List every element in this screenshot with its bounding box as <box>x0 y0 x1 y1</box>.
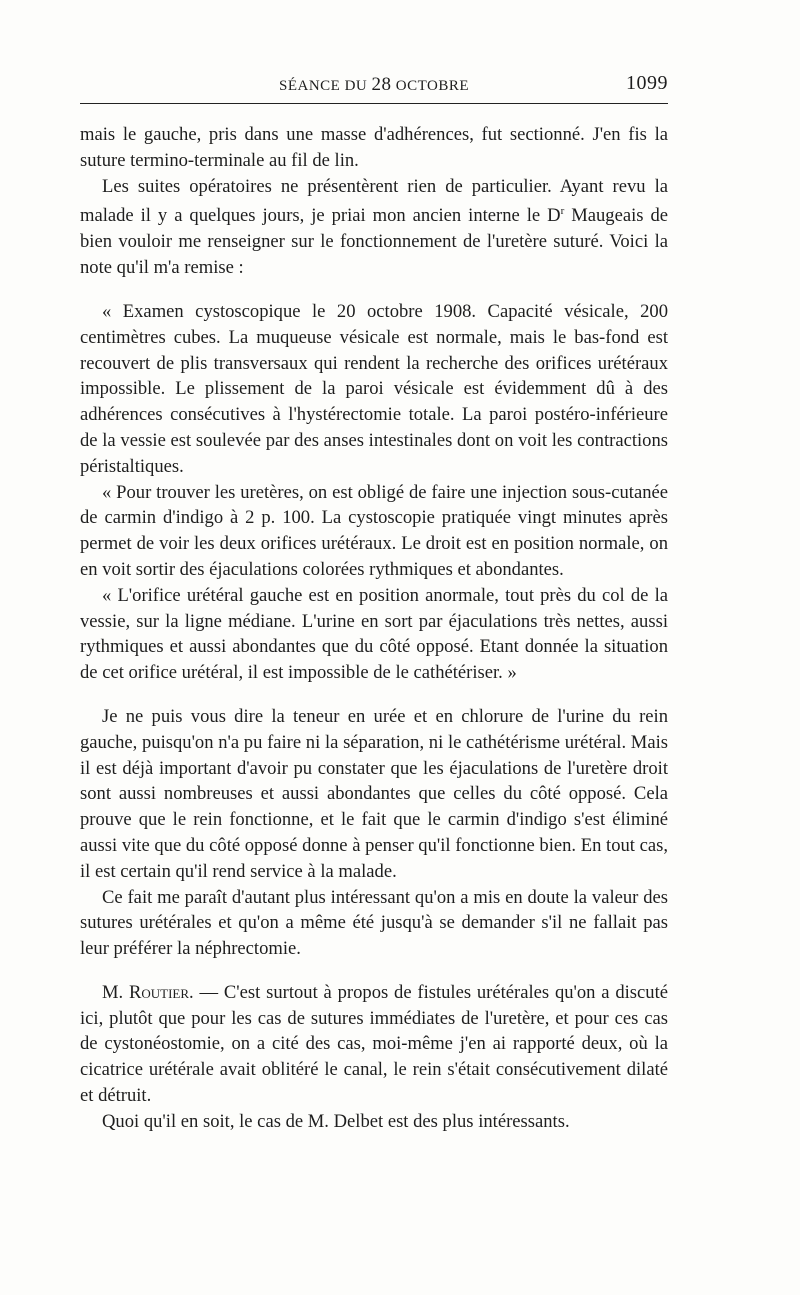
speaker-name: Routier. <box>128 981 194 1003</box>
quote-paragraph-3: « L'orifice urétéral gauche est en position anormale, tout près du col de la vessie, sur la ligne médiane. L'urine en sort par éjaculations très nettes, aussi rythmiques et aussi abondantes que du côté opposé. Etant donnée la situation de cet orifice urétéral, il est impossible de le cathétériser. » <box>80 584 668 684</box>
running-title-part2: OCTOBRE <box>391 78 469 94</box>
paragraph-9: Quoi qu'il en soit, le cas de M. Delbet est des plus intéressants. <box>102 1110 570 1132</box>
doctor-abbrev-sup: r <box>560 205 565 218</box>
paragraph-1: mais le gauche, pris dans une masse d'adhérences, fut sectionné. J'en fis la suture termino-terminale au fil de lin. <box>80 124 668 171</box>
paragraph-2-text: Les suites opératoires ne présentèrent rien de particulier. Ayant revu la malade il y a quelques jours, je priai mon ancien interne le D <box>80 175 668 227</box>
paragraph-7: Ce fait me paraît d'autant plus intéressant qu'on a mis en doute la valeur des sutures urétérales et qu'on a même été jusqu'à se demander s'il ne fallait pas leur préférer la néphrectomie. <box>80 886 668 960</box>
section-gap <box>80 281 668 299</box>
paragraph-8-text: — C'est surtout à propos de fistules urétérales qu'on a discuté ici, plutôt que pour les cas de sutures immédiates de l'uretère, et pour ces cas de cystonéostomie, on a cité des cas, moi-même j'en ai rapporté deux, où la cicatrice urétérale avait oblitéré le canal, le rein s'était consécutivement dilaté et détruit. <box>80 981 668 1107</box>
quote-paragraph-1: « Examen cystoscopique le 20 octobre 1908. Capacité vésicale, 200 centimètres cubes. La muqueuse vésicale est normale, mais le bas-fond est recouvert de plis transversaux qui rendent la recherche des orifices urétéraux impossible. Le plissement de la paroi vésicale est évidemment dû à des adhérences consécutives à l'hystérectomie totale. La paroi postéro-inférieure de la vessie est soulevée par des anses intestinales dont on voit les contractions péristaltiques. <box>80 300 668 477</box>
speaker-prefix: M. <box>102 981 129 1003</box>
body-text <box>80 122 668 1135</box>
page-number: 1099 <box>626 72 668 94</box>
running-title-part1: SÉANCE DU <box>279 78 372 94</box>
paragraph-6: Je ne puis vous dire la teneur en urée et en chlorure de l'urine du rein gauche, puisqu'on n'a pu faire ni la séparation, ni le cathétérisme urétéral. Mais il est déjà important d'avoir pu constater que les éjaculations de l'uretère droit sont aussi nombreuses et aussi abondantes que celles du côté opposé. Cela prouve que le rein fonctionne, et le fait que le carmin d'indigo s'est éliminé aussi vite que du côté opposé donne à penser qu'il fonctionne bien. En tout cas, il est certain qu'il rend service à la malade. <box>80 705 668 882</box>
quote-paragraph-2: « Pour trouver les uretères, on est obligé de faire une injection sous-cutanée de carmin d'indigo à 2 p. 100. La cystoscopie pratiquée vingt minutes après permet de voir les deux orifices urétéraux. Le droit est en position normale, on en voit sortir des éjaculations colorées rythmiques et abondantes. <box>80 481 668 580</box>
section-gap <box>80 962 668 980</box>
running-title <box>80 74 668 96</box>
paragraph-8 <box>80 980 668 1109</box>
running-head <box>80 74 668 98</box>
running-title-day: 28 <box>371 74 392 95</box>
section-gap <box>80 686 668 704</box>
header-rule <box>80 103 668 104</box>
paragraph-2-rest: Maugeais de bien vouloir me renseigner sur le fonctionnement de l'uretère suturé. Voici la note qu'il m'a remise : <box>80 205 668 279</box>
paragraph-2 <box>80 174 668 281</box>
document-page <box>80 0 668 1295</box>
